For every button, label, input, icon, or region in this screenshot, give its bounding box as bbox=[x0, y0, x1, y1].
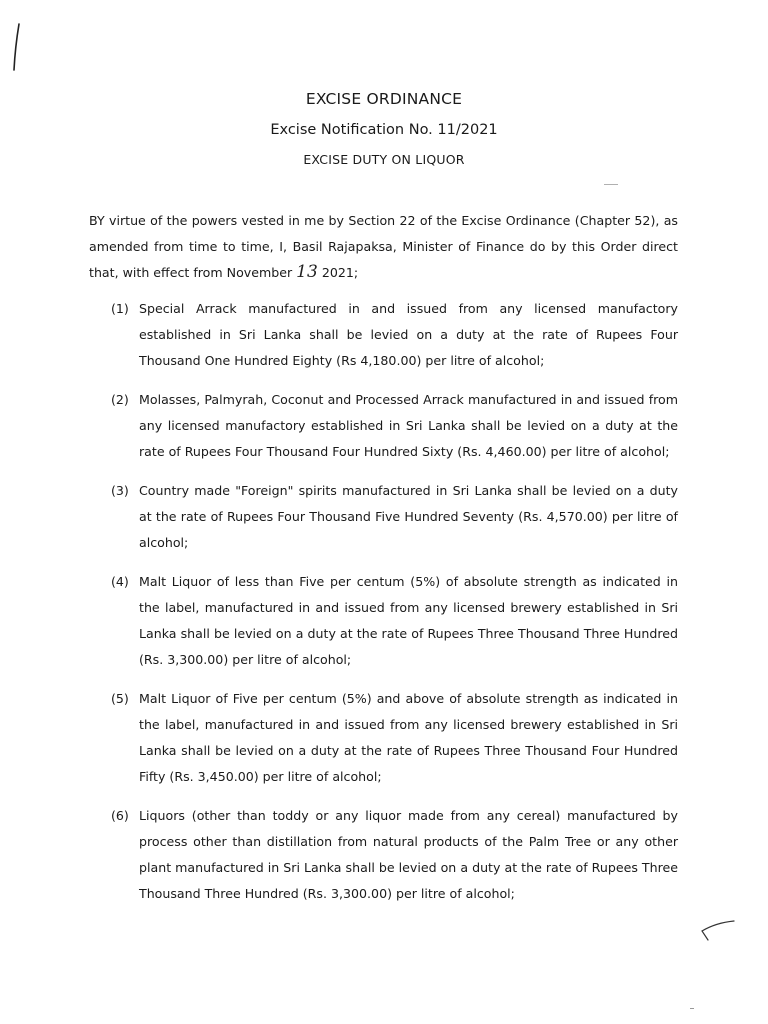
clause-text: Liquors (other than toddy or any liquor made from any cereal) manufactured by process other than distillation from natural products of the Palm Tree or any other plant manufactured in Sri Lanka shall be levied on a duty at the rate of Rupees Three Thousand Three Hundred (Rs. 3,300.00) per litre of alcohol; bbox=[139, 808, 678, 901]
clause-number: (3) bbox=[111, 483, 129, 498]
clause-text: Malt Liquor of Five per centum (5%) and above of absolute strength as indicated in the label, manufactured in and issued from any licensed brewery established in Sri Lanka shall be levied on a duty at the rate of Rupees Three Thousand Four Hundred Fifty (Rs. 3,450.00) per litre of alcohol; bbox=[139, 691, 678, 784]
clause-list bbox=[111, 296, 678, 920]
handwritten-date-day: 13 bbox=[296, 262, 318, 282]
clause-text: Molasses, Palmyrah, Coconut and Processed Arrack manufactured in and issued from any licensed manufactory established in Sri Lanka shall be levied on a duty at the rate of Rupees Four Thousand Four Hundred Sixty (Rs. 4,460.00) per litre of alcohol; bbox=[139, 392, 678, 459]
clause-number: (2) bbox=[111, 392, 129, 407]
scan-speck bbox=[604, 184, 618, 185]
notification-number: Excise Notification No. 11/2021 bbox=[270, 122, 498, 138]
clause-item bbox=[111, 803, 678, 907]
document-title: EXCISE ORDINANCE bbox=[305, 90, 463, 108]
clause-item bbox=[111, 569, 678, 673]
clause-number: (1) bbox=[111, 301, 129, 316]
clause-text: Special Arrack manufactured in and issued from any licensed manufactory established in Sri Lanka shall be levied on a duty at the rate of Rupees Four Thousand One Hundred Eighty (Rs 4,180.00) per litre of alcohol; bbox=[139, 301, 678, 368]
scan-speck bbox=[690, 1008, 694, 1012]
pen-stroke-icon bbox=[10, 22, 24, 74]
intro-text-after-date: 2021; bbox=[317, 265, 359, 280]
clause-item bbox=[111, 387, 678, 465]
clause-text: Malt Liquor of less than Five per centum (5%) of absolute strength as indicated in the label, manufactured in and issued from any licensed brewery established in Sri Lanka shall be levied on a duty at the rate of Rupees Three Thousand Three Hundred (Rs. 3,300.00) per litre of alcohol; bbox=[139, 574, 678, 667]
clause-item bbox=[111, 478, 678, 556]
clause-number: (6) bbox=[111, 808, 129, 823]
intro-text-before-date: BY virtue of the powers vested in me by Section 22 of the Excise Ordinance (Chapter 52), as amended from time to time, I, Basil Rajapaksa, Minister of Finance do by this Order direct that, with effect from November bbox=[89, 213, 678, 280]
document-subject: EXCISE DUTY ON LIQUOR bbox=[303, 152, 465, 167]
handwritten-tick-icon bbox=[694, 915, 738, 943]
clause-number: (4) bbox=[111, 574, 129, 589]
clause-item bbox=[111, 686, 678, 790]
clause-number: (5) bbox=[111, 691, 129, 706]
clause-text: Country made "Foreign" spirits manufactured in Sri Lanka shall be levied on a duty at the rate of Rupees Four Thousand Five Hundred Seventy (Rs. 4,570.00) per litre of alcohol; bbox=[139, 483, 678, 550]
clause-item bbox=[111, 296, 678, 374]
intro-paragraph bbox=[89, 208, 678, 286]
